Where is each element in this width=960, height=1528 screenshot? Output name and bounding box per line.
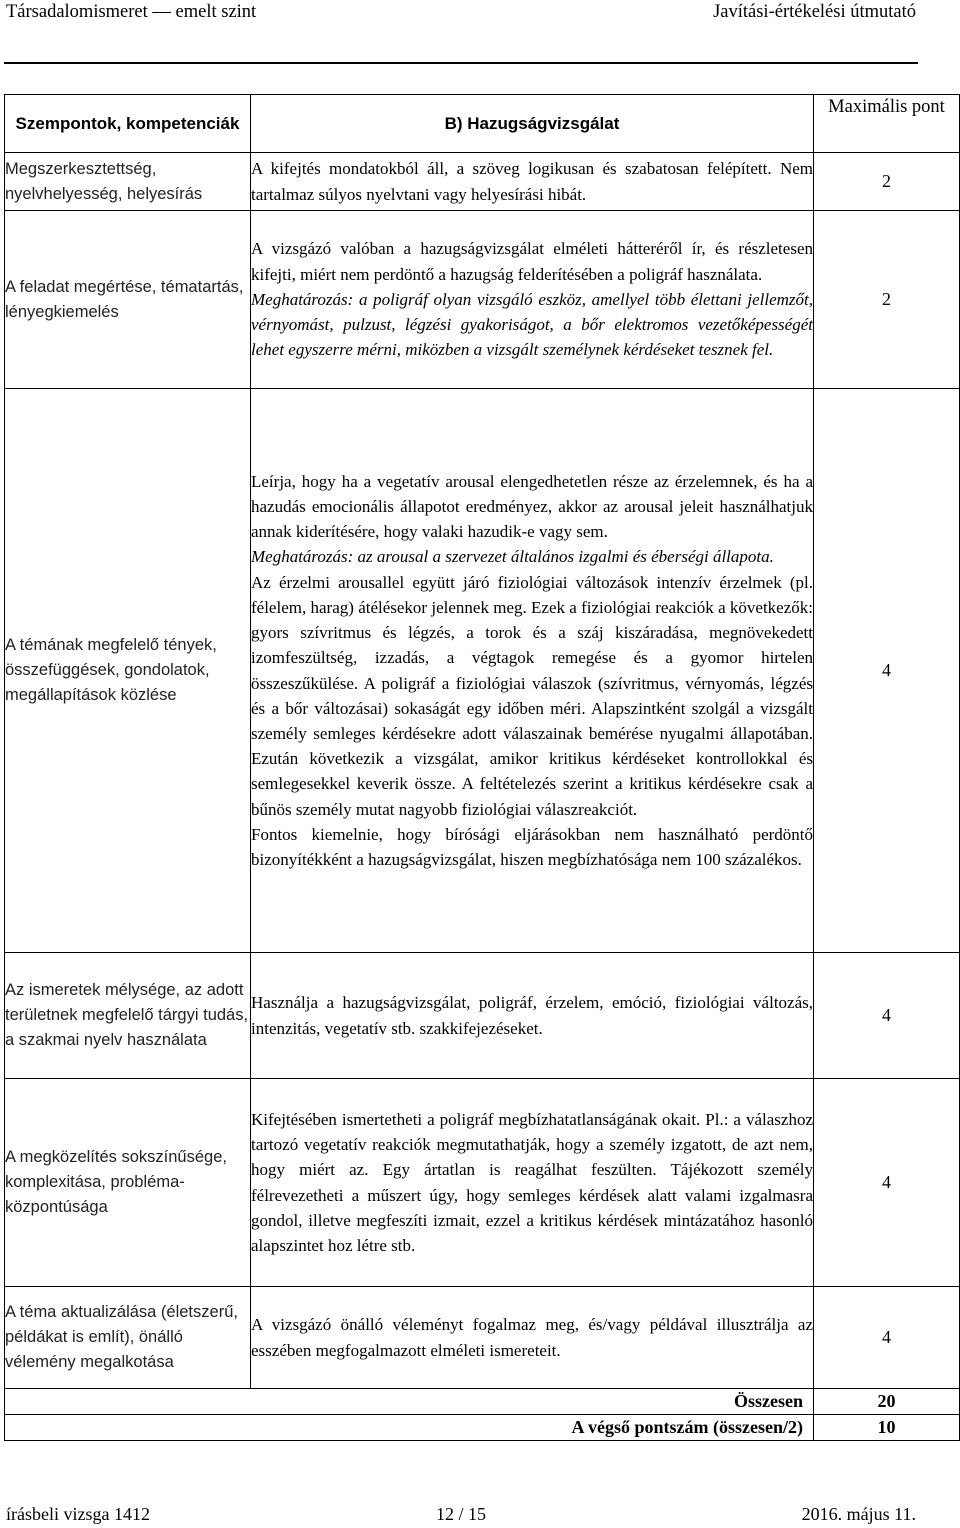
criterion-description (251, 1079, 814, 1287)
definition-paragraph: Meghatározás: az arousal a szervezet általános izgalmi és éberségi állapota. (251, 547, 774, 567)
criteria-rows (5, 153, 960, 1389)
max-points: 4 (814, 1287, 960, 1389)
page-header (6, 2, 916, 26)
criterion-description (251, 211, 814, 389)
footer-page-number: 12 / 15 (436, 1504, 487, 1524)
criterion-description (251, 953, 814, 1079)
description-paragraph: Az érzelmi arousallel együtt járó fiziológiai változások intenzív érzelmek (pl. félelem, harag) átélésekor jelennek meg. Ezek a fiziológiai reakciók a következők: gyors szívritmus és légzés, a torok és a száj kiszáradása, megnövekedett izomfeszültség, izzadás, a végtagok remegése és a gyomor hirtelen összeszűkülése. A poligráf a fiziológiai válaszok (szívritmus, vérnyomás, légzés és a bőr változásai) sokaságát egy időben méri. Alapszintként szolgál a vizsgált személy semleges kérdésekre adott válaszainak bemérése nyugalmi állapotában. Ezután következik a vizsgálat, amikor kritikus kérdéseket kontrollokkal és semlegesekkel keverik össze. A feltételezés szerint a kritikus kérdésekre csak a bűnös személy mutat nagyobb fiziológiai válaszreakciót. (251, 572, 813, 819)
page-footer (6, 1504, 916, 1528)
definition-paragraph: Meghatározás: a poligráf olyan vizsgáló eszköz, amellyel több élettani jellemzőt, vérnyomást, pulzust, légzési gyakoriságot, a bőr elektromos vezetőképességét lehet egyszerre mérni, miközben a vizsgált személynek kérdéseket tesznek fel. (251, 289, 813, 360)
header-rule (4, 62, 918, 64)
final-score-label: A végső pontszám (összesen/2) (5, 1415, 814, 1441)
total-row (5, 1389, 960, 1415)
max-points: 4 (814, 389, 960, 953)
description-paragraph: A vizsgázó önálló véleményt fogalmaz meg, és/vagy példával illusztrálja az esszében megfogalmazott elméleti ismereteit. (251, 1315, 813, 1360)
criterion-label: Az ismeretek mélysége, az adott területnek megfelelő tárgyi tudás, a szakmai nyelv használata (5, 953, 251, 1079)
criteria-row (5, 389, 960, 953)
table-header-row (5, 95, 960, 153)
criterion-label: A feladat megértése, tématartás, lényegkiemelés (5, 211, 251, 389)
criterion-label: A téma aktualizálása (életszerű, példákat is említ), önálló vélemény megalkotása (5, 1287, 251, 1389)
criteria-row (5, 153, 960, 211)
criterion-label: A megközelítés sokszínűsége, komplexitása, probléma-központúsága (5, 1079, 251, 1287)
footer-date: 2016. május 11. (801, 1504, 916, 1524)
criteria-row (5, 1079, 960, 1287)
description-paragraph: Fontos kiemelnie, hogy bírósági eljárásokban nem használható perdöntő bizonyítékként a hazugságvizsgálat, hiszen megbízhatósága nem 100 százalékos. (251, 824, 813, 869)
criteria-row (5, 1287, 960, 1389)
max-points: 2 (814, 153, 960, 211)
header-subject: Társadalomismeret — emelt szint (6, 2, 257, 22)
total-label: Összesen (5, 1389, 814, 1415)
max-points: 4 (814, 1079, 960, 1287)
scoring-table (4, 94, 960, 1441)
description-paragraph: Kifejtésében ismertetheti a poligráf megbízhatatlanságának okait. Pl.: a válaszhoz tartozó vegetatív reakciók megmutathatják, hogy a személy izgatott, de azt nem, hogy miért az. Egy ártatlan is reagálhat feszülten. Tájékozott személy félrevezetheti a műszert úgy, hogy semleges kérdések alatt valami izgalmasra gondol, illetve megfeszíti izmait, ezzel a kritikus kérdések mintázatához hasonló alapszintet hoz létre stb. (251, 1109, 813, 1255)
criterion-description (251, 1287, 814, 1389)
footer-exam-id: írásbeli vizsga 1412 (6, 1504, 150, 1524)
description-paragraph: Leírja, hogy ha a vegetatív arousal elengedhetetlen része az érzelemnek, és ha a hazudás emocionális állapotot eredményez, akkor az arousal jeleit használhatjuk annak kiderítésére, hogy valaki hazudik-e vagy sem. (251, 471, 813, 542)
criterion-label: Megszerkesztettség, nyelvhelyesség, helyesírás (5, 153, 251, 211)
criterion-description (251, 389, 814, 953)
total-value: 20 (814, 1389, 960, 1415)
description-paragraph: A vizsgázó valóban a hazugságvizsgálat elméleti hátteréről ír, és részletesen kifejti, miért nem perdöntő a hazugság felderítésében a poligráf használata. (251, 239, 813, 284)
description-paragraph: Használja a hazugságvizsgálat, poligráf, érzelem, emóció, fiziológiai változás, intenzitás, vegetatív stb. szakkifejezéseket. (251, 993, 813, 1038)
task-title: B) Hazugságvizsgálat (251, 95, 814, 153)
criteria-row (5, 211, 960, 389)
criteria-header: Szempontok, kompetenciák (5, 95, 251, 153)
criteria-row (5, 953, 960, 1079)
final-score-row (5, 1415, 960, 1441)
criterion-description (251, 153, 814, 211)
max-points: 2 (814, 211, 960, 389)
header-doc-type: Javítási-értékelési útmutató (713, 2, 916, 22)
criterion-label: A témának megfelelő tények, összefüggések, gondolatok, megállapítások közlése (5, 389, 251, 953)
description-paragraph: A kifejtés mondatokból áll, a szöveg logikusan és szabatosan felépített. Nem tartalmaz súlyos nyelvtani vagy helyesírási hibát. (251, 159, 813, 204)
points-header: Maximális pont (814, 95, 960, 153)
max-points: 4 (814, 953, 960, 1079)
final-score-value: 10 (814, 1415, 960, 1441)
